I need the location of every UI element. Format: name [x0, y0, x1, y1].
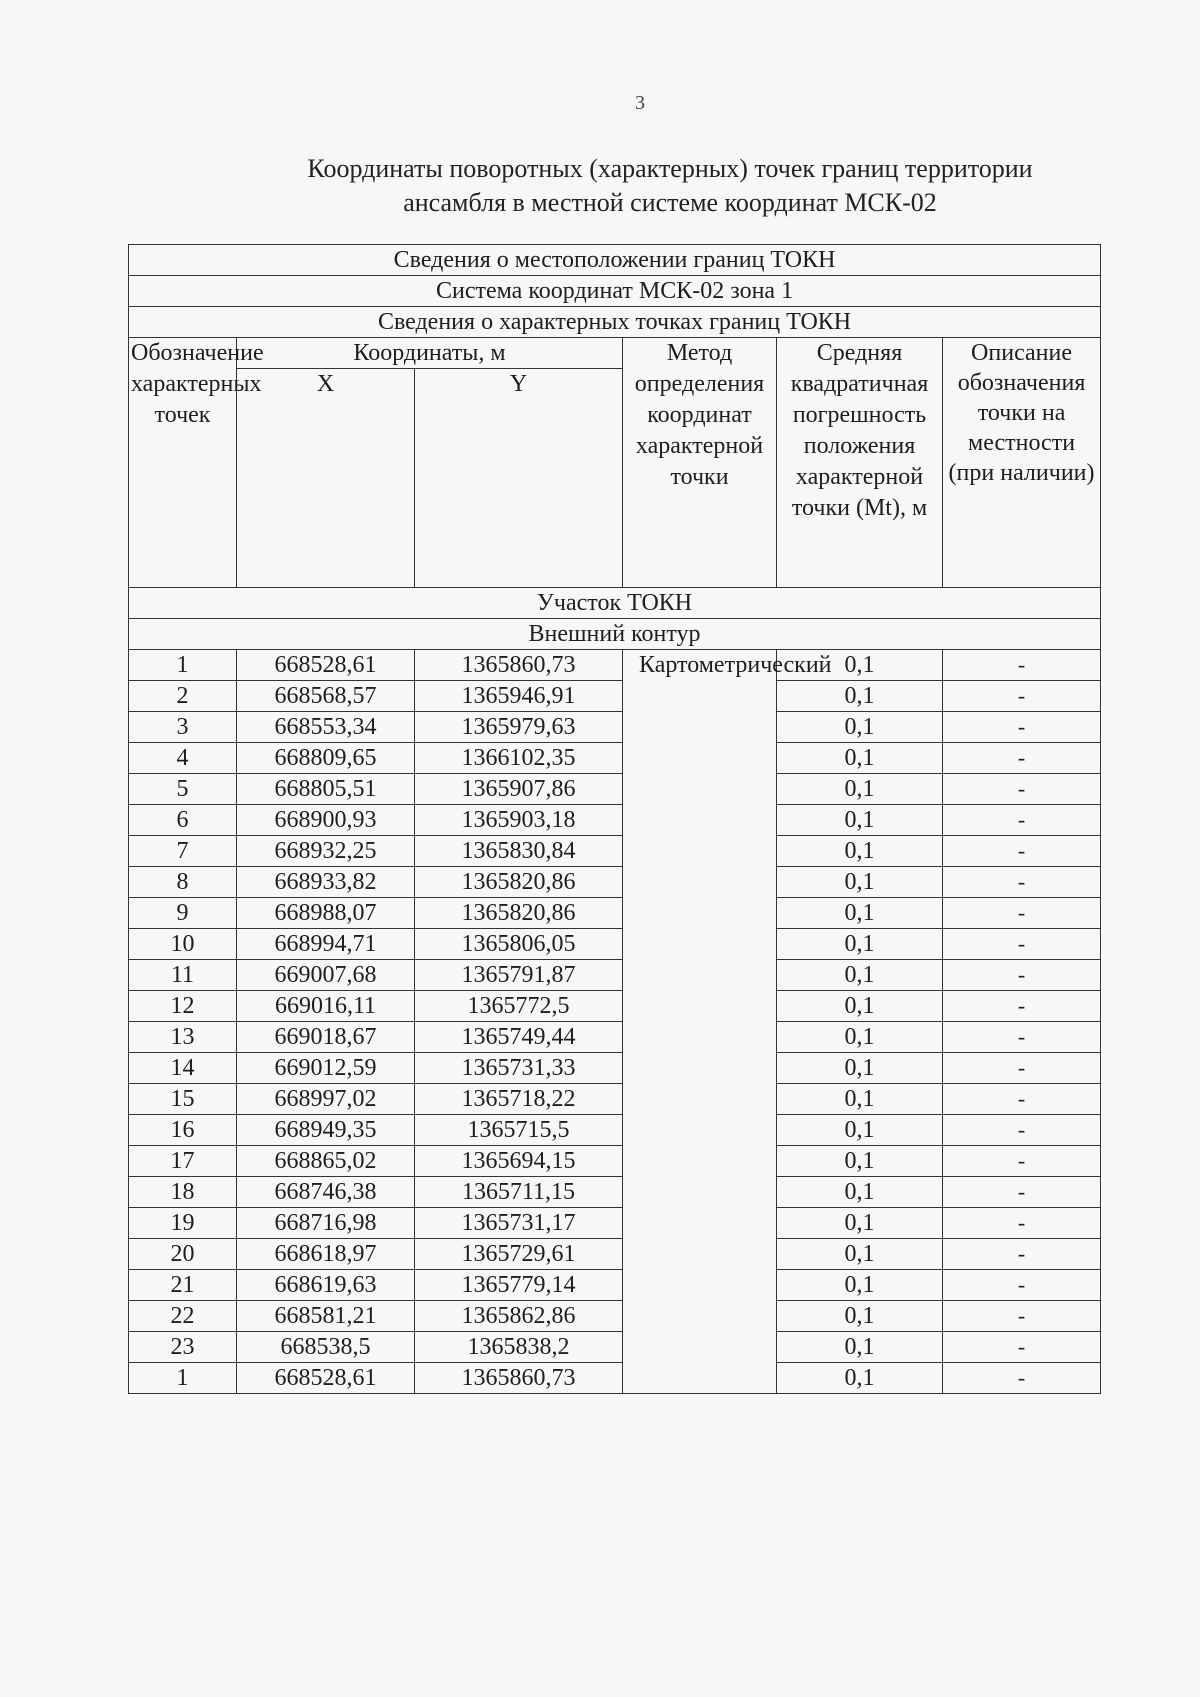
coord-y: 1365718,22 — [415, 1084, 623, 1115]
coord-y: 1365806,05 — [415, 929, 623, 960]
point-number: 15 — [129, 1084, 237, 1115]
description-value: - — [943, 867, 1101, 898]
point-number: 11 — [129, 960, 237, 991]
mt-value: 0,1 — [777, 867, 943, 898]
point-number: 7 — [129, 836, 237, 867]
title-line-1: Координаты поворотных (характерных) точек границ территории — [307, 154, 1033, 183]
coord-x: 668900,93 — [237, 805, 415, 836]
mt-value: 0,1 — [777, 836, 943, 867]
mt-value: 0,1 — [777, 1084, 943, 1115]
col-error-header: Средняя квадратичная погрешность положения характерной точки (Mt), м — [777, 338, 943, 588]
description-value: - — [943, 1146, 1101, 1177]
mt-value: 0,1 — [777, 1022, 943, 1053]
coord-x: 668949,35 — [237, 1115, 415, 1146]
description-value: - — [943, 1084, 1101, 1115]
table-row — [129, 1022, 1101, 1053]
mt-value: 0,1 — [777, 991, 943, 1022]
point-number: 16 — [129, 1115, 237, 1146]
coord-x: 668581,21 — [237, 1301, 415, 1332]
table-row — [129, 1053, 1101, 1084]
page-number: 3 — [635, 92, 645, 114]
table-row — [129, 1332, 1101, 1363]
point-number: 8 — [129, 867, 237, 898]
point-number: 3 — [129, 712, 237, 743]
point-number: 18 — [129, 1177, 237, 1208]
coord-y: 1365860,73 — [415, 650, 623, 681]
coord-y: 1365830,84 — [415, 836, 623, 867]
description-value: - — [943, 929, 1101, 960]
mt-value: 0,1 — [777, 1208, 943, 1239]
point-number: 14 — [129, 1053, 237, 1084]
coord-x: 669007,68 — [237, 960, 415, 991]
coord-y: 1365729,61 — [415, 1239, 623, 1270]
coord-y: 1365838,2 — [415, 1332, 623, 1363]
description-value: - — [943, 712, 1101, 743]
coord-y: 1365820,86 — [415, 898, 623, 929]
point-number: 10 — [129, 929, 237, 960]
point-number: 5 — [129, 774, 237, 805]
contour-title: Внешний контур — [129, 619, 1101, 650]
mt-value: 0,1 — [777, 774, 943, 805]
mt-value: 0,1 — [777, 1177, 943, 1208]
point-number: 9 — [129, 898, 237, 929]
coord-y: 1365903,18 — [415, 805, 623, 836]
description-value: - — [943, 1239, 1101, 1270]
mt-value: 0,1 — [777, 898, 943, 929]
mt-value: 0,1 — [777, 1301, 943, 1332]
description-value: - — [943, 991, 1101, 1022]
coord-y: 1365946,91 — [415, 681, 623, 712]
point-number: 19 — [129, 1208, 237, 1239]
table-row — [129, 960, 1101, 991]
coord-y: 1365860,73 — [415, 1363, 623, 1394]
description-value: - — [943, 805, 1101, 836]
mt-value: 0,1 — [777, 1239, 943, 1270]
coord-x: 668538,5 — [237, 1332, 415, 1363]
table-row — [129, 1301, 1101, 1332]
coord-y: 1365731,17 — [415, 1208, 623, 1239]
description-value: - — [943, 774, 1101, 805]
coord-y: 1366102,35 — [415, 743, 623, 774]
mt-value: 0,1 — [777, 1146, 943, 1177]
col-method-header: Метод определения координат характерной точки — [623, 338, 777, 588]
coord-x: 668528,61 — [237, 650, 415, 681]
coord-x: 668932,25 — [237, 836, 415, 867]
col-coords-header: Координаты, м — [237, 338, 623, 369]
table-row — [129, 1363, 1101, 1394]
point-number: 23 — [129, 1332, 237, 1363]
coord-x: 668553,34 — [237, 712, 415, 743]
coord-x: 668746,38 — [237, 1177, 415, 1208]
point-number: 1 — [129, 1363, 237, 1394]
col-description-header: Описание обозначения точки на местности (при наличии) — [943, 338, 1101, 588]
coord-y: 1365694,15 — [415, 1146, 623, 1177]
mt-value: 0,1 — [777, 650, 943, 681]
coord-x: 669012,59 — [237, 1053, 415, 1084]
mt-value: 0,1 — [777, 1115, 943, 1146]
table-row — [129, 1115, 1101, 1146]
description-value: - — [943, 1270, 1101, 1301]
coord-x: 668997,02 — [237, 1084, 415, 1115]
mt-value: 0,1 — [777, 1053, 943, 1084]
coord-x: 668809,65 — [237, 743, 415, 774]
mt-value: 0,1 — [777, 960, 943, 991]
description-value: - — [943, 836, 1101, 867]
point-number: 17 — [129, 1146, 237, 1177]
col-x-header: X — [237, 369, 415, 588]
coord-x: 668619,63 — [237, 1270, 415, 1301]
point-number: 13 — [129, 1022, 237, 1053]
point-number: 22 — [129, 1301, 237, 1332]
coord-x: 668716,98 — [237, 1208, 415, 1239]
point-number: 20 — [129, 1239, 237, 1270]
coord-x: 668988,07 — [237, 898, 415, 929]
description-value: - — [943, 1177, 1101, 1208]
coord-x: 668528,61 — [237, 1363, 415, 1394]
table-row — [129, 650, 1101, 681]
table-row — [129, 1270, 1101, 1301]
coord-x: 668618,97 — [237, 1239, 415, 1270]
coord-y: 1365731,33 — [415, 1053, 623, 1084]
method-cell: Картометрический — [623, 650, 777, 1394]
table-row — [129, 991, 1101, 1022]
coord-y: 1365862,86 — [415, 1301, 623, 1332]
table-row — [129, 712, 1101, 743]
description-value: - — [943, 650, 1101, 681]
description-value: - — [943, 960, 1101, 991]
col-y-header: Y — [415, 369, 623, 588]
table-row — [129, 1177, 1101, 1208]
header-coordinate-system: Система координат МСК-02 зона 1 — [129, 276, 1101, 307]
point-number: 21 — [129, 1270, 237, 1301]
coord-x: 668994,71 — [237, 929, 415, 960]
coord-y: 1365772,5 — [415, 991, 623, 1022]
coord-y: 1365820,86 — [415, 867, 623, 898]
table-row — [129, 774, 1101, 805]
coord-x: 668865,02 — [237, 1146, 415, 1177]
coord-y: 1365711,15 — [415, 1177, 623, 1208]
mt-value: 0,1 — [777, 929, 943, 960]
description-value: - — [943, 898, 1101, 929]
description-value: - — [943, 1363, 1101, 1394]
mt-value: 0,1 — [777, 1363, 943, 1394]
description-value: - — [943, 681, 1101, 712]
section-title: Участок ТОКН — [129, 588, 1101, 619]
table-row — [129, 743, 1101, 774]
coord-x: 668933,82 — [237, 867, 415, 898]
table-row — [129, 1084, 1101, 1115]
coord-x: 669018,67 — [237, 1022, 415, 1053]
point-number: 4 — [129, 743, 237, 774]
point-number: 6 — [129, 805, 237, 836]
coord-y: 1365907,86 — [415, 774, 623, 805]
coordinates-table — [128, 244, 1101, 1394]
mt-value: 0,1 — [777, 805, 943, 836]
mt-value: 0,1 — [777, 1270, 943, 1301]
mt-value: 0,1 — [777, 681, 943, 712]
table-row — [129, 681, 1101, 712]
table-row — [129, 898, 1101, 929]
point-number: 12 — [129, 991, 237, 1022]
coord-x: 668805,51 — [237, 774, 415, 805]
coord-y: 1365979,63 — [415, 712, 623, 743]
coord-y: 1365749,44 — [415, 1022, 623, 1053]
table-row — [129, 1239, 1101, 1270]
header-location: Сведения о местоположении границ ТОКН — [129, 245, 1101, 276]
coord-y: 1365715,5 — [415, 1115, 623, 1146]
page-title — [270, 152, 1070, 220]
mt-value: 0,1 — [777, 743, 943, 774]
coord-y: 1365779,14 — [415, 1270, 623, 1301]
description-value: - — [943, 1332, 1101, 1363]
header-characteristic-points: Сведения о характерных точках границ ТОКН — [129, 307, 1101, 338]
table-row — [129, 836, 1101, 867]
description-value: - — [943, 1301, 1101, 1332]
table-row — [129, 1146, 1101, 1177]
title-line-2: ансамбля в местной системе координат МСК-02 — [403, 188, 937, 217]
point-number: 1 — [129, 650, 237, 681]
table-row — [129, 929, 1101, 960]
description-value: - — [943, 743, 1101, 774]
description-value: - — [943, 1053, 1101, 1084]
coord-x: 669016,11 — [237, 991, 415, 1022]
mt-value: 0,1 — [777, 1332, 943, 1363]
mt-value: 0,1 — [777, 712, 943, 743]
table-row — [129, 805, 1101, 836]
coord-x: 668568,57 — [237, 681, 415, 712]
description-value: - — [943, 1115, 1101, 1146]
coord-y: 1365791,87 — [415, 960, 623, 991]
table-row — [129, 1208, 1101, 1239]
description-value: - — [943, 1208, 1101, 1239]
point-number: 2 — [129, 681, 237, 712]
table-row — [129, 867, 1101, 898]
description-value: - — [943, 1022, 1101, 1053]
col-designation-header: Обозначение характерных точек — [129, 338, 237, 588]
